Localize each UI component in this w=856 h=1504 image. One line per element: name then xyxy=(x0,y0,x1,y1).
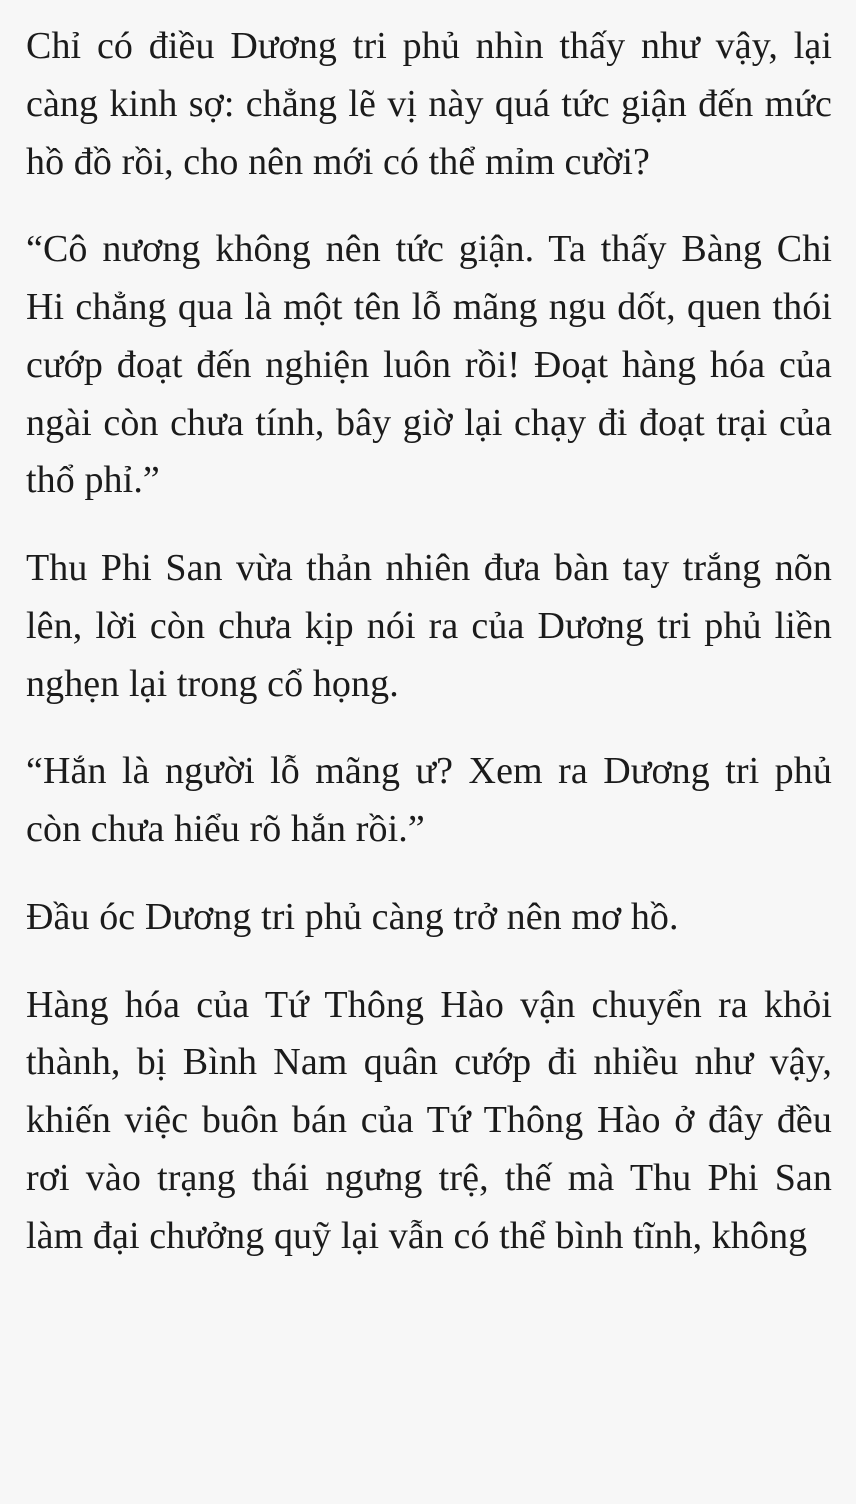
paragraph: “Hắn là người lỗ mãng ư? Xem ra Dương tri phủ còn chưa hiểu rõ hắn rồi.” xyxy=(26,750,832,850)
paragraph: Đầu óc Dương tri phủ càng trở nên mơ hồ. xyxy=(26,895,679,938)
paragraph: Thu Phi San vừa thản nhiên đưa bàn tay trắng nõn lên, lời còn chưa kịp nói ra của Dương tri phủ liền nghẹn lại trong cổ họng. xyxy=(26,547,832,705)
paragraph: Hàng hóa của Tứ Thông Hào vận chuyển ra khỏi thành, bị Bình Nam quân cướp đi nhiều như vậy, khiến việc buôn bán của Tứ Thông Hào ở đây đều rơi vào trạng thái ngưng trệ, thế mà Thu Phi San làm đại chưởng quỹ lại vẫn có thể bình tĩnh, không xyxy=(26,983,832,1257)
paragraph: Chỉ có điều Dương tri phủ nhìn thấy như vậy, lại càng kinh sợ: chẳng lẽ vị này quá tức giận đến mức hồ đồ rồi, cho nên mới có thể mỉm cười? xyxy=(26,25,832,183)
paragraph: “Cô nương không nên tức giận. Ta thấy Bàng Chi Hi chẳng qua là một tên lỗ mãng ngu dốt, quen thói cướp đoạt đến nghiện luôn rồi! Đoạt hàng hóa của ngài còn chưa tính, bây giờ lại chạy đi đoạt trại của thổ phỉ.” xyxy=(26,228,832,502)
